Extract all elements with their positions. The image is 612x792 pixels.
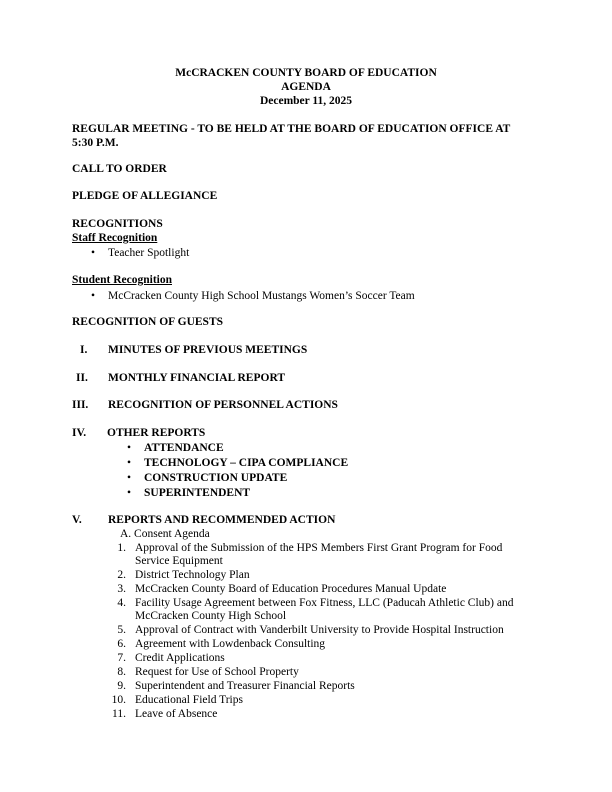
call-to-order-heading: CALL TO ORDER — [72, 163, 167, 175]
list-item: Agreement with Lowdenback Consulting — [135, 638, 326, 650]
section-numeral-1: I. — [80, 344, 88, 356]
list-item-number: 2. — [117, 569, 126, 581]
list-item-number: 11. — [112, 708, 126, 720]
meeting-line-1: REGULAR MEETING - TO BE HELD AT THE BOARD OF EDUCATION OFFICE AT — [72, 123, 511, 135]
other-report-item: • ATTENDANCE — [144, 441, 224, 455]
student-recognition-item: • McCracken County High School Mustangs Women’s Soccer Team — [108, 289, 415, 303]
list-item: Superintendent and Treasurer Financial Reports — [135, 680, 355, 692]
list-item: Approval of Contract with Vanderbilt University to Provide Hospital Instruction — [135, 624, 504, 636]
list-item-number: 4. — [117, 597, 126, 609]
pledge-heading: PLEDGE OF ALLEGIANCE — [72, 190, 218, 202]
list-item: Credit Applications — [135, 652, 225, 664]
list-item: Request for Use of School Property — [135, 666, 299, 678]
section-numeral-5: V. — [72, 514, 82, 526]
list-item-number: 10. — [111, 694, 126, 706]
list-item-number: 5. — [117, 624, 126, 636]
list-item: Educational Field Trips — [135, 694, 243, 706]
list-item-continuation: Service Equipment — [135, 555, 223, 567]
meeting-date: December 11, 2025 — [259, 95, 353, 107]
staff-recognition-heading: Staff Recognition — [72, 232, 158, 244]
list-item-number: 8. — [117, 666, 126, 678]
list-item-number: 7. — [117, 652, 126, 664]
list-item-number: 3. — [117, 583, 126, 595]
list-item: McCracken County Board of Education Procedures Manual Update — [135, 583, 447, 595]
other-report-item: • SUPERINTENDENT — [144, 486, 250, 500]
list-item-number: 9. — [117, 680, 126, 692]
other-report-item: • TECHNOLOGY – CIPA COMPLIANCE — [144, 456, 348, 470]
organization-title: McCRACKEN COUNTY BOARD OF EDUCATION — [175, 67, 437, 79]
section-title-personnel-actions: RECOGNITION OF PERSONNEL ACTIONS — [108, 399, 338, 411]
list-item-continuation: McCracken County High School — [135, 610, 287, 622]
section-title-reports-action: REPORTS AND RECOMMENDED ACTION — [108, 514, 336, 526]
section-title-other-reports: OTHER REPORTS — [107, 427, 206, 439]
list-item-number: 6. — [117, 638, 126, 650]
meeting-line-2: 5:30 P.M. — [72, 137, 119, 149]
staff-recognition-item: • Teacher Spotlight — [108, 246, 189, 260]
document-title: AGENDA — [281, 81, 331, 93]
other-report-item: • CONSTRUCTION UPDATE — [144, 471, 287, 485]
section-numeral-4: IV. — [72, 427, 87, 439]
list-item: District Technology Plan — [135, 569, 250, 581]
section-numeral-2: II. — [76, 372, 88, 384]
section-title-financial-report: MONTHLY FINANCIAL REPORT — [108, 372, 286, 384]
section-title-minutes: MINUTES OF PREVIOUS MEETINGS — [108, 344, 308, 356]
recognition-of-guests-heading: RECOGNITION OF GUESTS — [72, 316, 224, 328]
list-item-number: 1. — [117, 542, 126, 554]
section-numeral-3: III. — [72, 399, 89, 411]
student-recognition-heading: Student Recognition — [72, 274, 172, 286]
list-item: Facility Usage Agreement between Fox Fitness, LLC (Paducah Athletic Club) and — [135, 597, 514, 609]
list-item: Approval of the Submission of the HPS Members First Grant Program for Food — [135, 542, 503, 554]
list-item: Leave of Absence — [135, 708, 218, 720]
recognitions-heading: RECOGNITIONS — [72, 218, 163, 230]
consent-agenda-label: A. Consent Agenda — [120, 528, 210, 540]
